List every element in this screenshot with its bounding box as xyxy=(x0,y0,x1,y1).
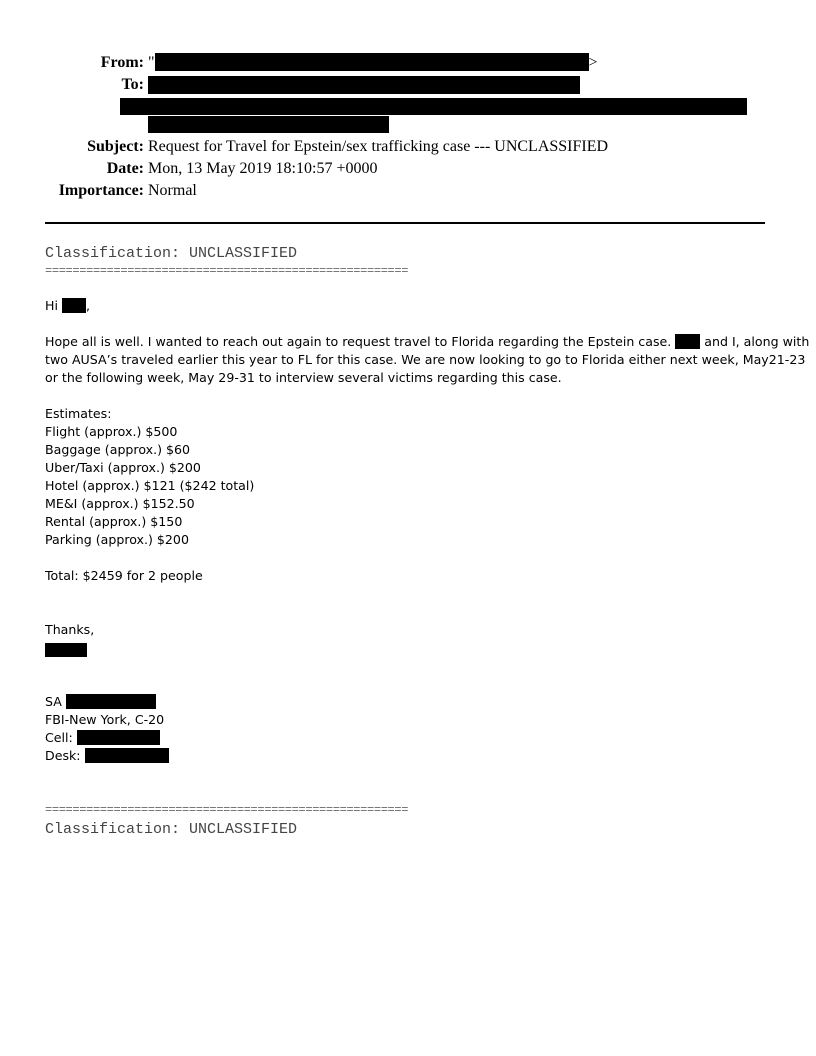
redaction-box xyxy=(66,694,156,709)
subject-row xyxy=(0,136,816,158)
to-label: To: xyxy=(121,76,144,93)
paragraph-line-1: Hope all is well. I wanted to reach out again to request travel to Florida regarding the Epstein case. and I, along with xyxy=(45,334,810,349)
signature-cell: Cell: xyxy=(45,729,160,747)
redaction-box xyxy=(675,334,700,349)
estimates-title: Estimates: xyxy=(45,406,112,421)
separator-bottom: ===================================================== xyxy=(45,803,409,817)
redaction-box xyxy=(155,53,589,71)
estimate-total: Total: $2459 for 2 people xyxy=(45,568,203,583)
importance-label: Importance: xyxy=(58,182,144,199)
estimate-item: Rental (approx.) $150 xyxy=(45,514,183,529)
redaction-box xyxy=(148,116,389,133)
estimate-item: ME&I (approx.) $152.50 xyxy=(45,496,195,511)
redaction-box xyxy=(77,730,160,745)
estimate-item: Flight (approx.) $500 xyxy=(45,424,178,439)
signature-office: FBI-New York, C-20 xyxy=(45,712,165,727)
from-bracket: > xyxy=(588,54,598,71)
redaction-box xyxy=(148,76,580,94)
redaction-box xyxy=(62,298,86,313)
estimate-item: Parking (approx.) $200 xyxy=(45,532,189,547)
paragraph-line-3: or the following week, May 29-31 to interview several victims regarding this case. xyxy=(45,370,562,385)
signature-name: SA xyxy=(45,693,156,711)
subject-label: Subject: xyxy=(87,138,144,155)
closing: Thanks, xyxy=(45,622,95,637)
redaction-box xyxy=(85,748,169,763)
importance-value: Normal xyxy=(148,182,197,199)
classification-bottom: Classification: UNCLASSIFIED xyxy=(45,821,298,838)
date-row xyxy=(0,158,816,180)
separator-top: ===================================================== xyxy=(45,264,409,278)
subject-value: Request for Travel for Epstein/sex trafficking case --- UNCLASSIFIED xyxy=(148,138,609,155)
greeting: Hi , xyxy=(45,298,90,313)
from-row xyxy=(0,52,816,74)
paragraph-line-2: two AUSA’s traveled earlier this year to FL for this case. We are now looking to go to Florida either next week, May21-23 xyxy=(45,352,806,367)
classification-top: Classification: UNCLASSIFIED xyxy=(45,245,298,262)
header-divider xyxy=(45,222,765,224)
date-value: Mon, 13 May 2019 18:10:57 +0000 xyxy=(148,160,378,177)
redaction-box xyxy=(120,98,747,115)
estimate-item: Uber/Taxi (approx.) $200 xyxy=(45,460,201,475)
importance-row xyxy=(0,180,816,202)
redaction-box xyxy=(45,643,87,657)
date-label: Date: xyxy=(106,160,144,177)
from-quote: " xyxy=(148,54,155,71)
to-row xyxy=(0,74,816,96)
from-label: From: xyxy=(100,54,144,71)
estimate-item: Baggage (approx.) $60 xyxy=(45,442,191,457)
signature-desk: Desk: xyxy=(45,747,169,765)
estimate-item: Hotel (approx.) $121 ($242 total) xyxy=(45,478,255,493)
